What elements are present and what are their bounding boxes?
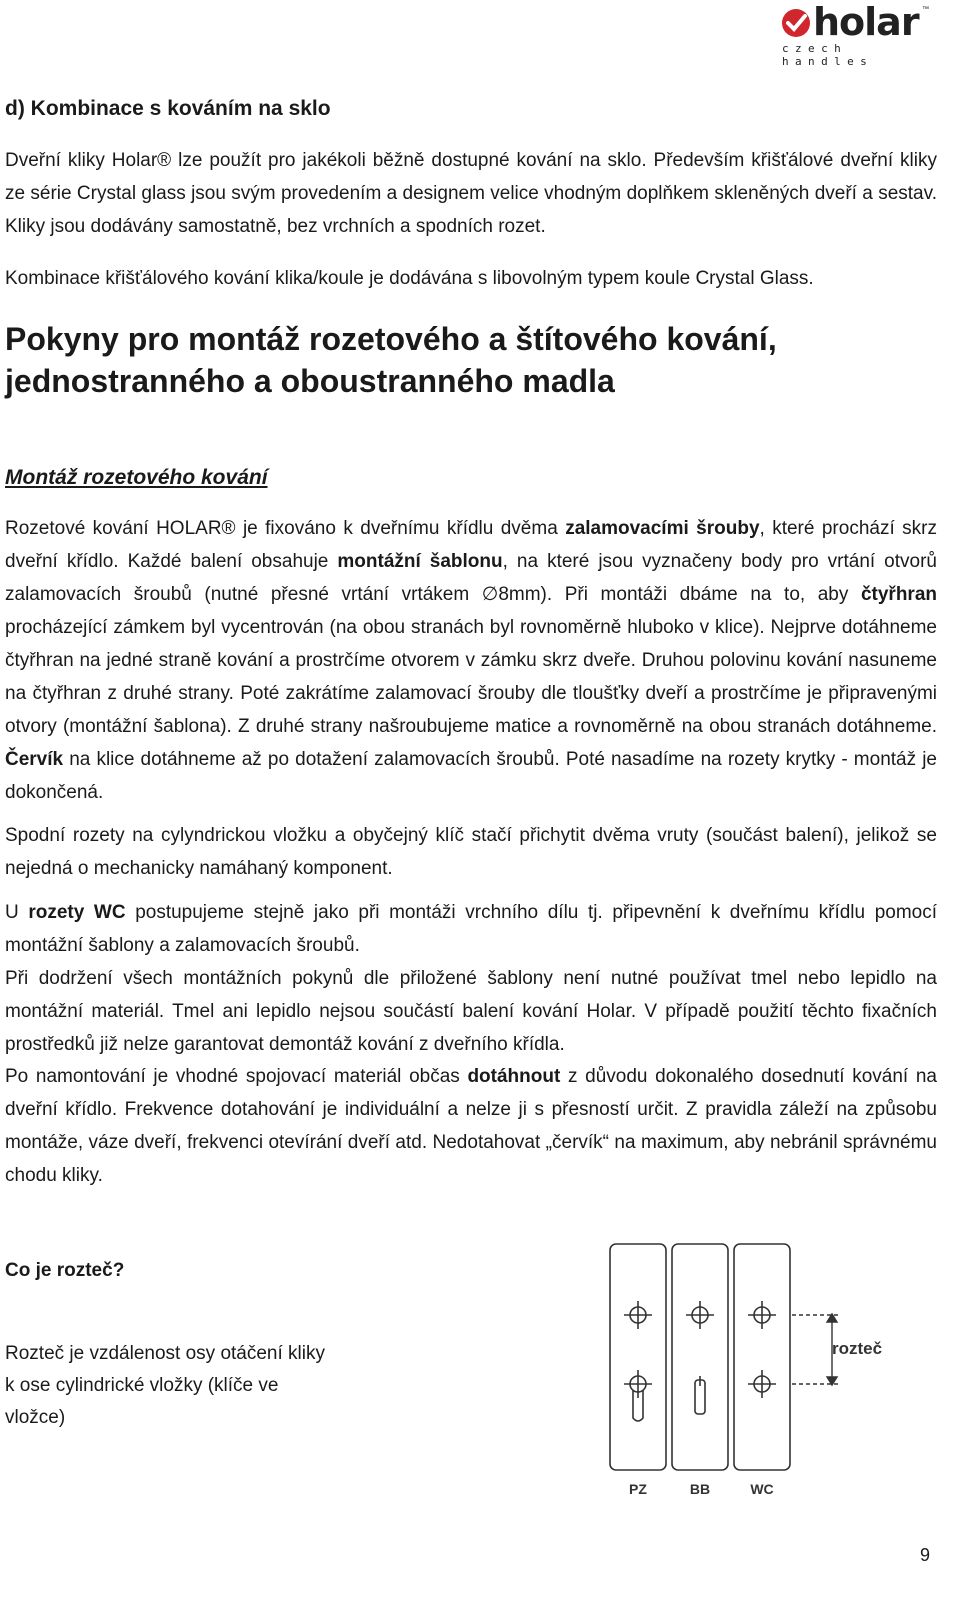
montaz-paragraph-3: U rozety WC postupujeme stejně jako při montáži vrchního dílu tj. připevnění k dveřnímu křídlu pomocí montážní šablony a zalamovacích šroubů.: [5, 902, 937, 956]
roztec-description: Rozteč je vzdálenost osy otáčení kliky k ose cylindrické vložky (klíče ve vložce): [5, 1343, 325, 1428]
plate-label-bb: BB: [689, 1481, 711, 1497]
logo-subtitle: czech handles: [782, 42, 874, 68]
holar-logo: [780, 0, 930, 68]
logo-tm: ™: [922, 6, 929, 13]
plate-label-pz: PZ: [629, 1481, 647, 1497]
montaz-paragraph-1: Rozetové kování HOLAR® je fixováno k dveřnímu křídlu dvěma zalamovacími šrouby, které prochází skrz dveřní křídlo. Každé balení obsahuje montážní šablonu, na které jsou vyznačeny body pro vrtání otvorů zalamovacích šroubů (nutné přesné vrtání vrtákem ∅8mm). Při montáži dbáme na to, aby čtyřhran procházející zámkem byl vycentrován (na obou stranách byl rovnoměrně hluboko v klice). Nejprve dotáhneme čtyřhran na jedné straně kování a prostrčíme otvorem v zámku skrz dveře. Druhou polovinu kování nasuneme na čtyřhran z druhé strany. Poté zakrátíme zalamovací šrouby dle tloušťky dveří a prostrčíme je připravenými otvory (montážní šablona). Z druhé strany našroubujeme matice a rovnoměrně na obou stranách dotáhneme. Červík na klice dotáhneme až po dotažení zalamovacích šroubů. Poté nasadíme na rozety krytky - montáž je dokončená.: [5, 518, 937, 803]
page-number: 9: [920, 1545, 931, 1565]
section-d-paragraph-2: Kombinace křišťálového kování klika/koule je dodávána s libovolným typem koule Crystal Glass.: [5, 268, 814, 289]
logo-word: holar: [813, 0, 919, 44]
main-heading: Pokyny pro montáž rozetového a štítového kování, jednostranného a oboustranného madla: [5, 321, 777, 399]
plate-pz: [610, 1244, 666, 1470]
plate-wc: [734, 1244, 790, 1470]
montaz-paragraph-2: Spodní rozety na cylyndrickou vložku a obyčejný klíč stačí přichytit dvěma vruty (součást balení), jelikož se nejedná o mechanicky namáhaný komponent.: [5, 825, 937, 879]
plate-bb: [672, 1244, 728, 1470]
montaz-paragraph-4: Při dodržení všech montážních pokynů dle přiložené šablony není nutné používat tmel nebo lepidlo na montážní materiál. Tmel ani lepidlo nejsou součástí balení kování Holar. V případě použití těchto fixačních prostředků již nelze garantovat demontáž kování z dveřního křídla.: [5, 968, 937, 1055]
roztec-diagram: [596, 1240, 906, 1500]
roztec-heading: Co je rozteč?: [5, 1260, 125, 1281]
roztec-label: rozteč: [832, 1339, 883, 1358]
checkmark-icon: [780, 7, 812, 39]
section-d-paragraph-1: Dveřní kliky Holar® lze použít pro jakékoli běžně dostupné kování na sklo. Především křišťálové dveřní kliky ze série Crystal glass jsou svým provedením a designem velice vhodným doplňkem skleněných dveří a sestav. Kliky jsou dodávány samostatně, bez vrchních a spodních rozet.: [5, 150, 937, 237]
montaz-heading: Montáž rozetového kování: [5, 466, 268, 489]
plate-label-wc: WC: [750, 1481, 774, 1497]
montaz-paragraph-5: Po namontování je vhodné spojovací materiál občas dotáhnout z důvodu dokonalého dosednutí kování na dveřní křídlo. Frekvence dotahování je individuální a nelze ji s přesností určit. Z pravidla záleží na způsobu montáže, váze dveří, frekvenci otevírání dveří atd. Nedotahovat „červík“ na maximum, aby nebránil správnému chodu kliky.: [5, 1066, 937, 1186]
section-d-heading: d) Kombinace s kováním na sklo: [5, 97, 331, 120]
